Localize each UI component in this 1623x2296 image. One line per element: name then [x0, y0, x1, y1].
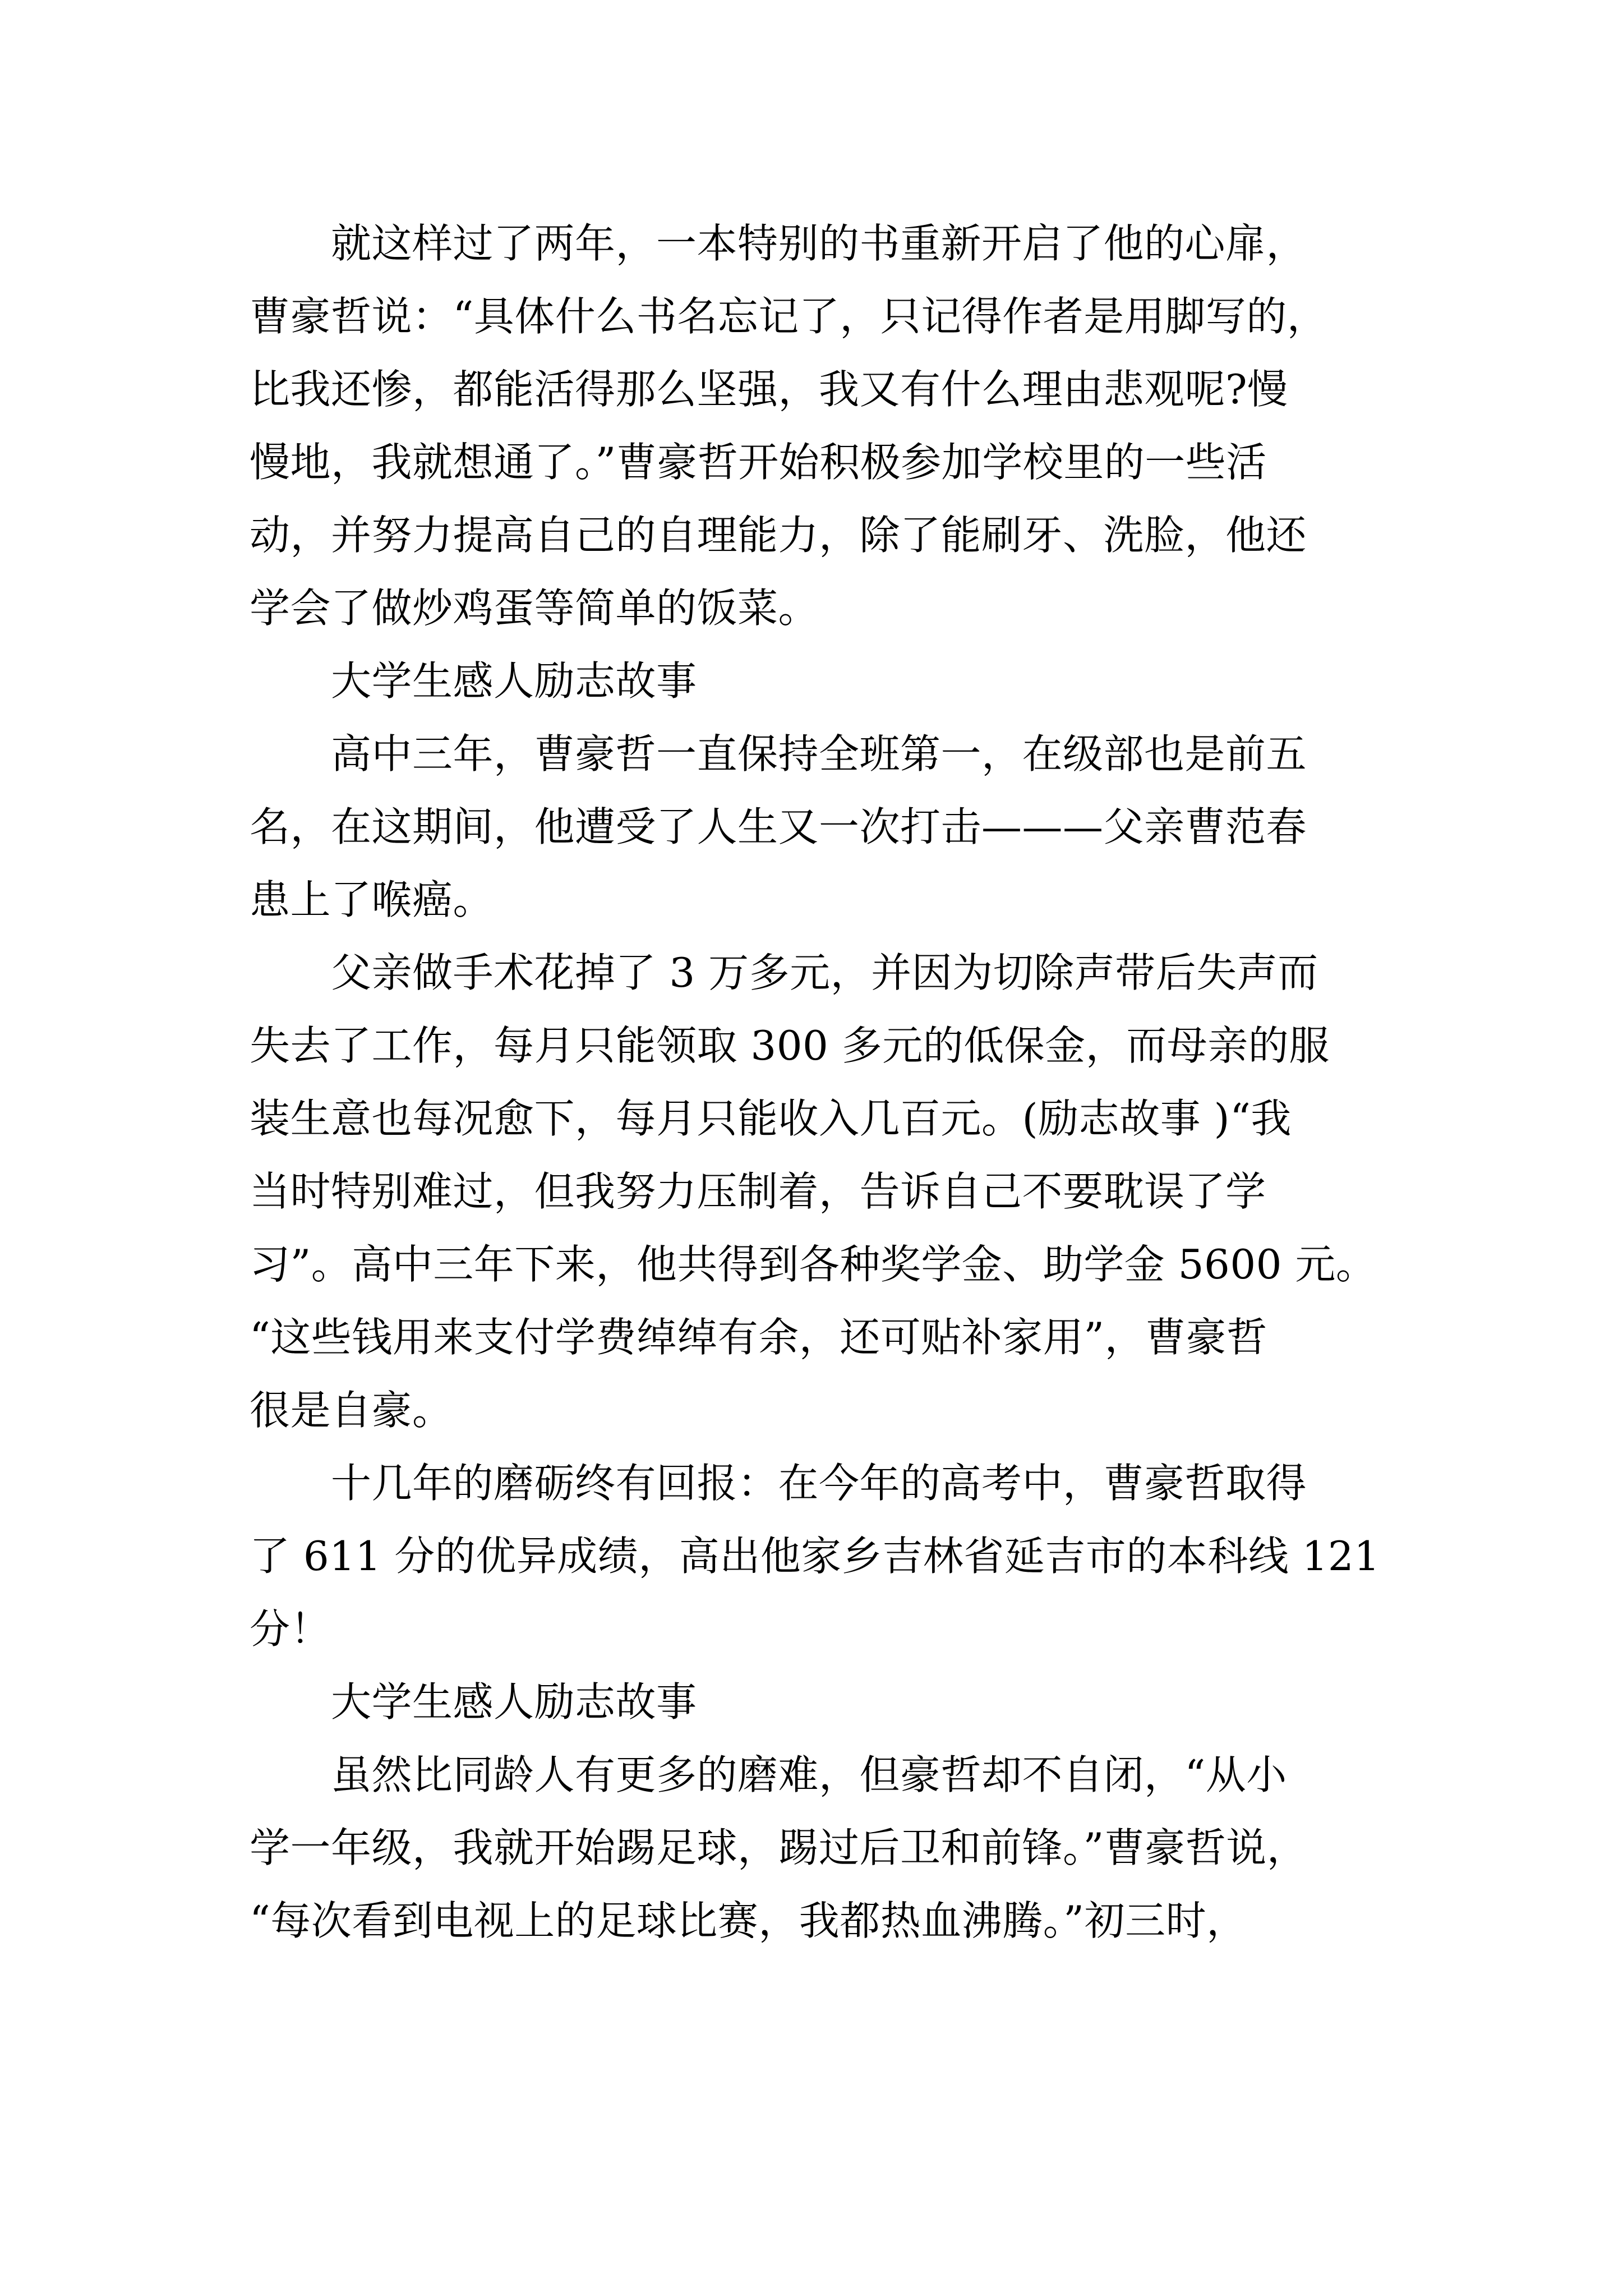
text-line: 学一年级，我就开始踢足球，踢过后卫和前锋。”曹豪哲说，	[250, 1824, 1308, 1871]
text-line: 失去了工作，每月只能领取 300 多元的低保金，而母亲的服	[250, 1022, 1330, 1069]
section-heading: 大学生感人励志故事	[331, 657, 697, 705]
text-line: 当时特别难过，但我努力压制着，告诉自己不要耽误了学	[250, 1168, 1266, 1215]
text-line: 很是自豪。	[250, 1387, 453, 1434]
text-line: “这些钱用来支付学费绰绰有余，还可贴补家用”，曹豪哲	[250, 1314, 1267, 1361]
text-line: 装生意也每况愈下，每月只能收入几百元。(励志故事 )“我	[250, 1095, 1292, 1142]
text-line: 十几年的磨砺终有回报：在今年的高考中，曹豪哲取得	[331, 1460, 1307, 1507]
text-line: 名，在这期间，他遭受了人生又一次打击———父亲曹范春	[250, 803, 1307, 850]
text-line: “每次看到电视上的足球比赛，我都热血沸腾。”初三时，	[250, 1897, 1247, 1944]
text-line: 父亲做手术花掉了 3 万多元，并因为切除声带后失声而	[331, 949, 1318, 996]
text-line: 分！	[250, 1605, 331, 1653]
text-line: 虽然比同龄人有更多的磨难，但豪哲却不自闭，“从小	[331, 1751, 1287, 1798]
text-line: 患上了喉癌。	[250, 876, 494, 923]
text-line: 学会了做炒鸡蛋等简单的饭菜。	[250, 585, 819, 632]
text-line: 慢地，我就想通了。”曹豪哲开始积极参加学校里的一些活	[250, 439, 1267, 486]
text-line: 就这样过了两年，一本特别的书重新开启了他的心扉，	[331, 220, 1307, 267]
text-line: 高中三年，曹豪哲一直保持全班第一，在级部也是前五	[331, 730, 1307, 777]
section-heading: 大学生感人励志故事	[331, 1678, 697, 1726]
text-line: 了 611 分的优异成绩，高出他家乡吉林省延吉市的本科线 121	[250, 1533, 1380, 1580]
text-line: 习”。高中三年下来，他共得到各种奖学金、助学金 5600 元。	[250, 1241, 1377, 1288]
text-line: 比我还惨，都能活得那么坚强，我又有什么理由悲观呢?慢	[250, 366, 1288, 413]
text-line: 动，并努力提高自己的自理能力，除了能刷牙、洗脸，他还	[250, 512, 1307, 559]
text-line: 曹豪哲说：“具体什么书名忘记了，只记得作者是用脚写的，	[250, 293, 1328, 340]
